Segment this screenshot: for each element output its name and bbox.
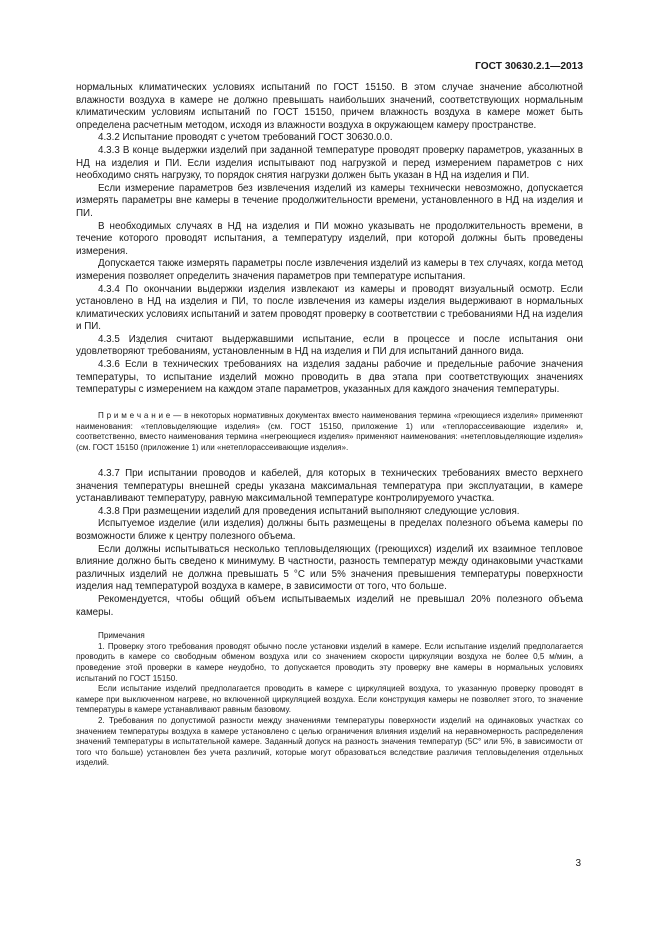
notes-item-1: 1. Проверку этого требования проводят обычно после установки изделий в камере. Если испытание изделий предполагается проводить в камере со свободным обменом воздуха или со значением скорости циркуляции воздуха не более 0,5 м/мин, а проведение этой проверки в камере неудобно, то допускается проводить эту проверку вне камеры в нормальных условиях испытаний по ГОСТ 15150. bbox=[76, 641, 583, 683]
paragraph-4-3-3: 4.3.3 В конце выдержки изделий при заданной температуре проводят проверку параметров, указанных в НД на изделия и ПИ. Если изделия испытывают под нагрузкой и перед измерением параметров с них необходимо снять нагрузку, то порядок снятия нагрузки должен быть указан в НД на изделия и ПИ. bbox=[76, 144, 583, 182]
paragraph-4-3-2: 4.3.2 Испытание проводят с учетом требований ГОСТ 30630.0.0. bbox=[98, 132, 393, 144]
paragraph-placement: Испытуемое изделие (или изделия) должны быть размещены в пределах полезного объема камеры по возможности ближе к центру полезного объема. bbox=[76, 518, 583, 542]
paragraph-heat-influence: Если должны испытываться несколько тепловыделяющих (греющихся) изделий их взаимное тепловое влияние должно быть сведено к минимуму. В частности, разность температур между одинаковыми участками различных изделий не должна превышать 5 °С или 5% значения превышения температуры поверхности изделия над температурой воздуха в камере, в зависимости от того, что больше. bbox=[76, 543, 583, 593]
paragraph-4-3-6: 4.3.6 Если в технических требованиях на изделия заданы рабочие и предельные рабочие значения температуры, то испытание изделий можно проводить в два этапа при соответствующих значениях температуры с измерением на каждом этапе параметров, указанных для каждого значения температуры. bbox=[76, 359, 583, 396]
document-code-header: ГОСТ 30630.2.1—2013 bbox=[475, 61, 583, 72]
note-text: — в некоторых нормативных документах вместо наименования термина «греющиеся изделия» применяют наименования: «тепловыделяющие изделия» (см. ГОСТ 15150, приложение 1) или «теплорассеивающие изделия» и, соответственно, вместо наименования термина «негреющиеся изделия» применяют наименования: «нетепловыделяющие изделия» (см. ГОСТ 15150 (приложение 1) или «нетеплорассеивающие изделия». bbox=[76, 410, 583, 453]
paragraph-measure-outside: Если измерение параметров без извлечения изделий из камеры технически невозможно, допускается измерять параметры вне камеры в течение продолжительности времени, установленного в НД на изделия и ПИ. bbox=[76, 182, 583, 219]
note-label: П р и м е ч а н и е bbox=[98, 410, 171, 420]
paragraph-4-3-4: 4.3.4 По окончании выдержки изделия извлекают из камеры и проводят визуальный осмотр. Если установлено в НД на изделия и ПИ, то после извлечения из камеры изделия выдерживают в нормальных климатических условиях испытаний и затем проводят проверку в соответствии с требованиями НД на изделия и ПИ. bbox=[76, 283, 583, 333]
paragraph-volume-recommendation: Рекомендуется, чтобы общий объем испытываемых изделий не превышал 20% полезного объема камеры. bbox=[76, 593, 583, 618]
paragraph-continuation: нормальных климатических условиях испытаний по ГОСТ 15150. В этом случае значение абсолютной влажности воздуха в камере не должно превышать наибольших значений, соответствующих нормальным климатическим условиям испытаний по ГОСТ 15150, причем влажность воздуха в камере может быть определена расчетным методом, исходя из влажности воздуха в окружающем камеру пространстве. bbox=[76, 82, 583, 131]
paragraph-4-3-5: 4.3.5 Изделия считают выдержавшими испытание, если в процессе и после испытания они удовлетворяют требованиям, установленным в НД на изделия и ПИ для испытаний данного вида. bbox=[76, 333, 583, 358]
paragraph-4-3-8: 4.3.8 При размещении изделий для проведения испытаний выполняют следующие условия. bbox=[98, 505, 520, 517]
notes-title: Примечания bbox=[98, 631, 145, 641]
notes-item-2: 2. Требования по допустимой разности между значениями температуры поверхности изделий на одинаковых участках со значением температуры воздуха в камере установлено с целью ограничения влияния изделий на неравномерность распределения значений температуры в испытательной камере. Заданный допуск на разность значения температур (5С° или 5%, в зависимости от того что больше) установлен без учета различий, которые могут образоваться вследствие различия тепловыделения отдельных изделий. bbox=[76, 715, 583, 768]
paragraph-4-3-7: 4.3.7 При испытании проводов и кабелей, для которых в технических требованиях вместо верхнего значения температуры внешней среды указана максимальная температура при эксплуатации, в камере устанавливают температуру, равную максимальной температуре контролируемого участка. bbox=[76, 468, 583, 505]
page-number: 3 bbox=[575, 858, 581, 869]
note-paragraph bbox=[76, 411, 583, 454]
paragraph-allowed-measure: Допускается также измерять параметры после извлечения изделий из камеры в тех случаях, когда метод измерения позволяет определить значения параметров при температуре испытания. bbox=[76, 258, 583, 282]
notes-item-1-continued: Если испытание изделий предполагается проводить в камере с циркуляцией воздуха, то указанную проверку проводят в камере при выключенном нагреве, но включенной циркуляцией воздуха. Если конструкция камеры не позволяет этого, то значение температуры в камере устанавливают равным базовому. bbox=[76, 684, 583, 715]
document-body bbox=[76, 82, 583, 769]
paragraph-necessary-cases: В необходимых случаях в НД на изделия и ПИ можно указывать не продолжительность времени, в течение которого проводят испытания, а температуру изделий, при которой должны быть проведены измерения. bbox=[76, 220, 583, 257]
